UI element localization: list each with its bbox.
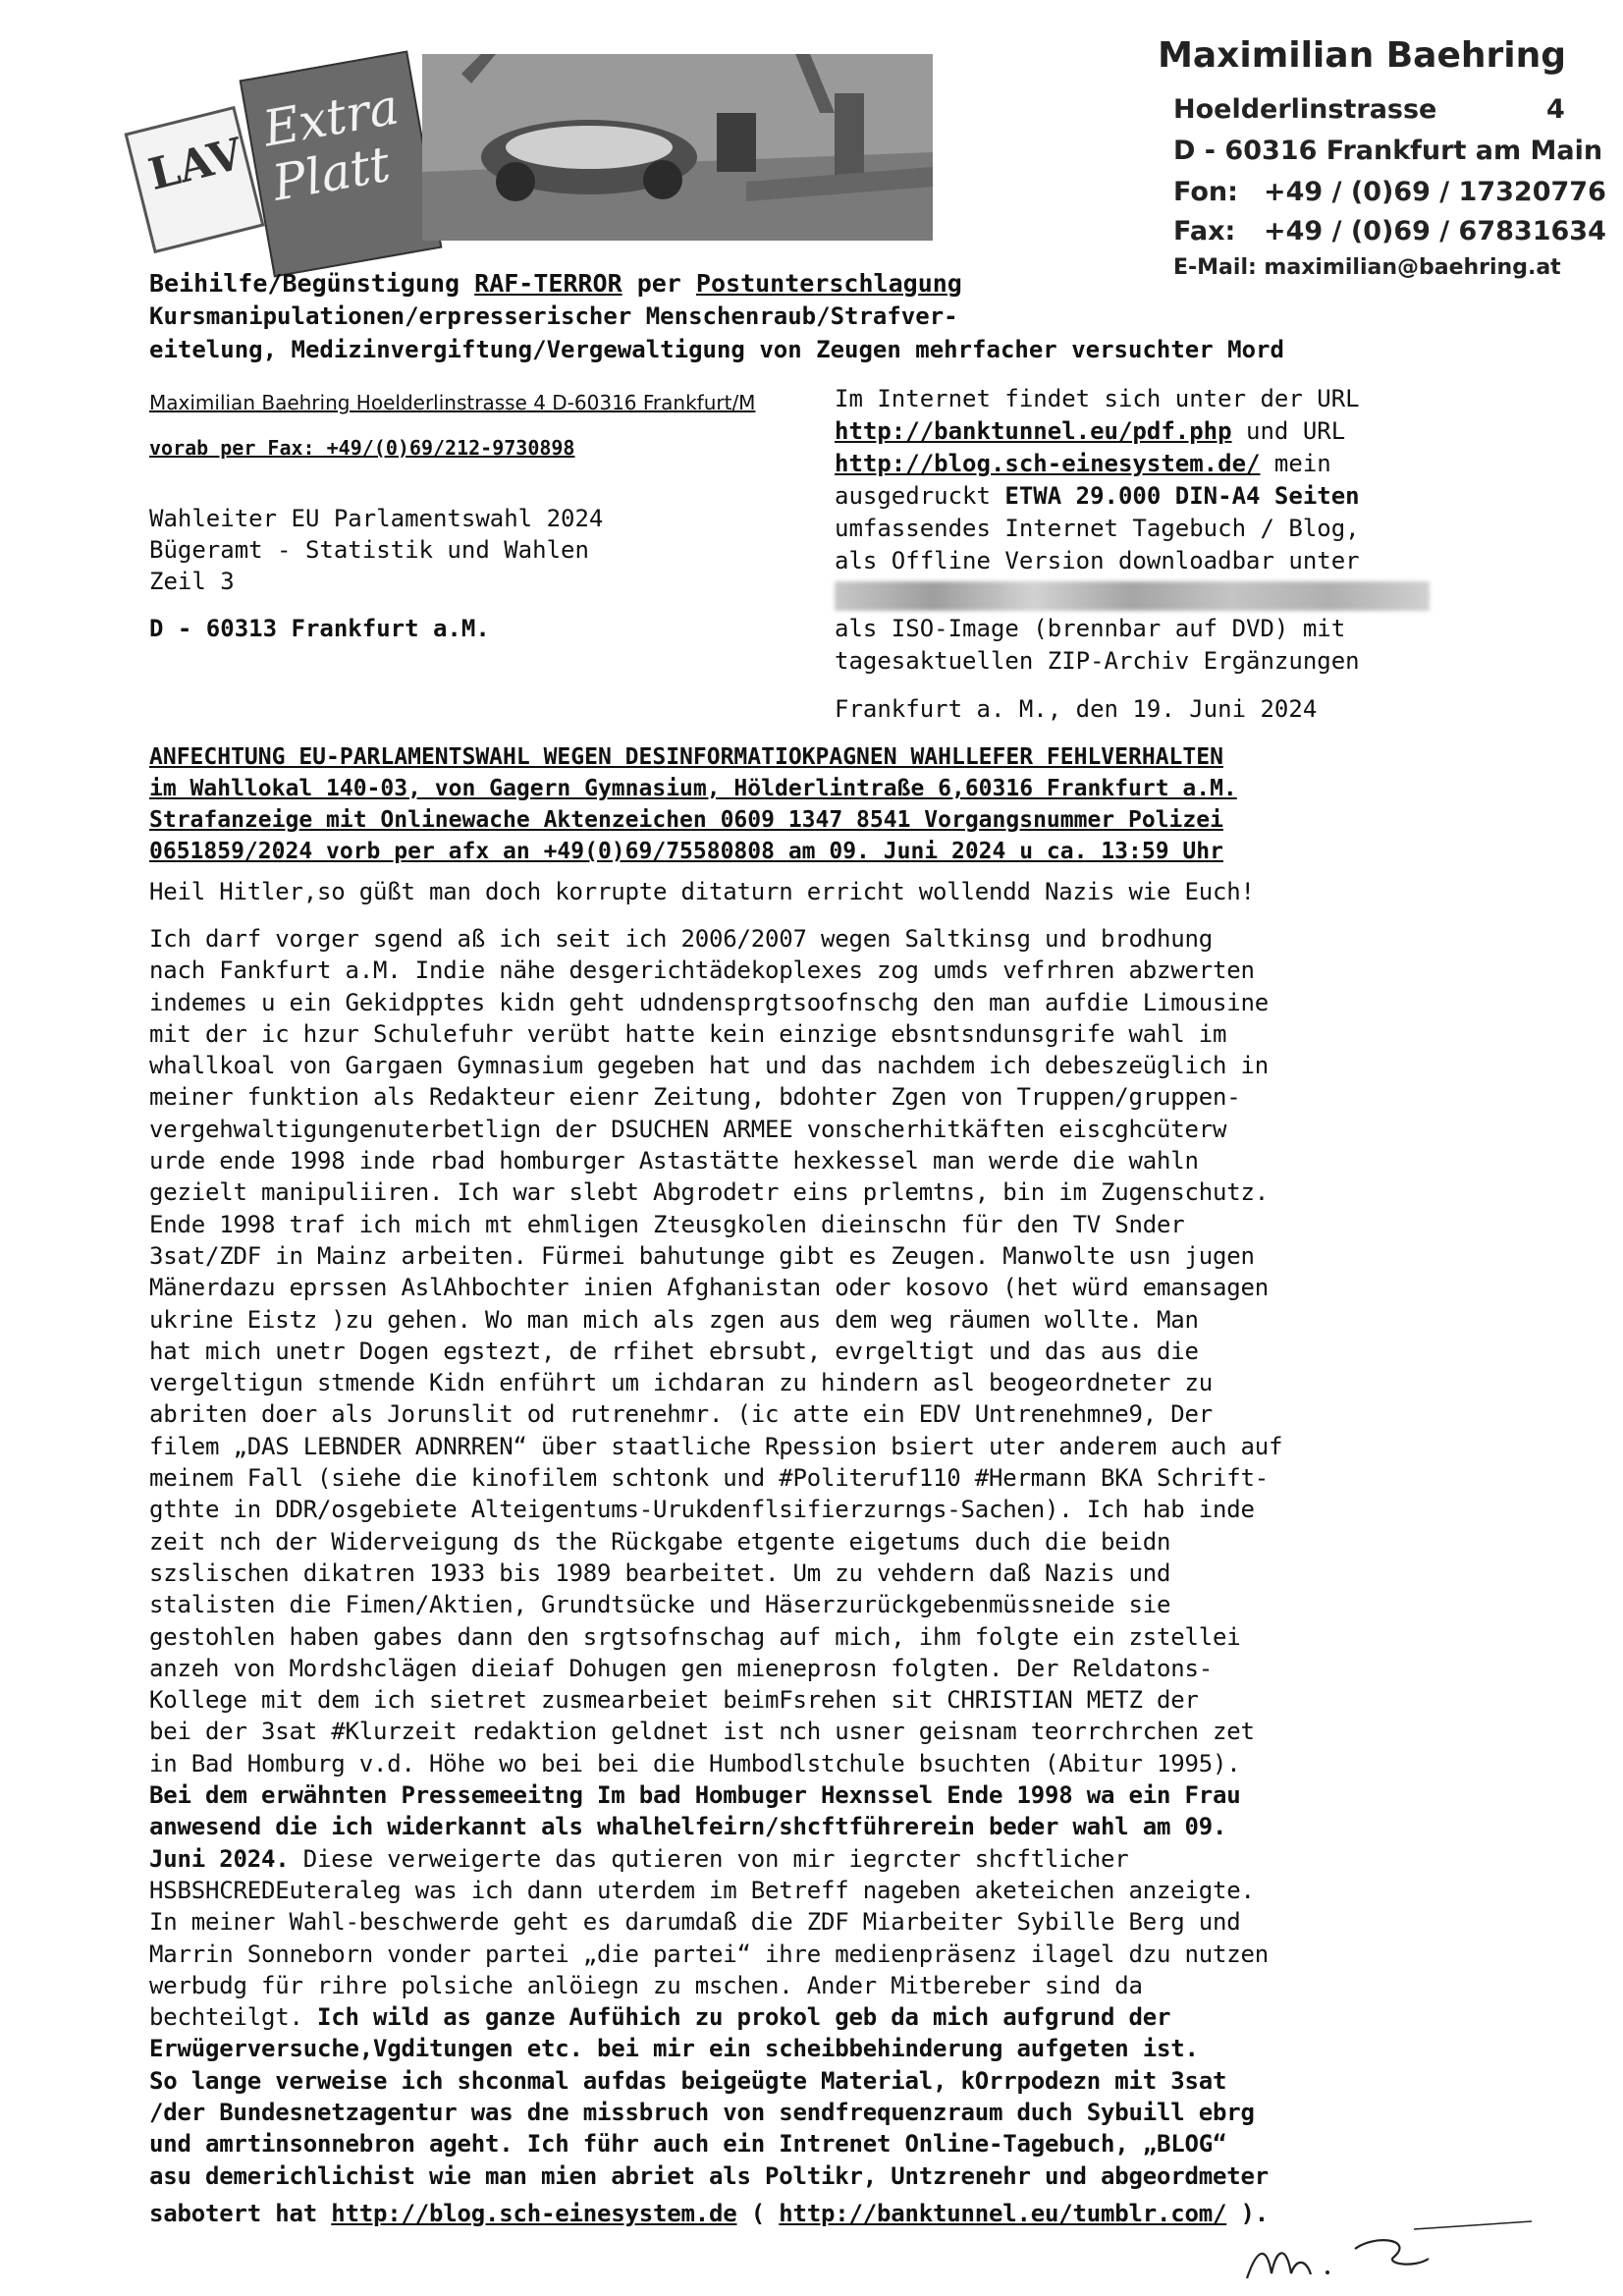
body-line: meiner funktion als Redakteur eienr Zeitung, bdohter Zgen von Truppen/gruppen-: [149, 1083, 1241, 1111]
sender-name: Maximilian Baehring: [1158, 35, 1566, 76]
sender-fax-label: Fax:: [1173, 216, 1236, 246]
sender-city: D - 60316 Frankfurt am Main: [1173, 136, 1603, 166]
return-address: Maximilian Baehring Hoelderlinstrasse 4 D-60316 Frankfurt/M: [149, 391, 756, 414]
body-line: Marrin Sonneborn vonder partei „die partei“ ihre medienpräsenz ilagel dzu nutzen: [149, 1941, 1269, 1968]
body-line-bold: anwesend die ich widerkannt als whalhelfeirn/shcftführerein beder wahl am 09.: [149, 1813, 1227, 1840]
extra-platt-badge: [240, 50, 443, 277]
body-line-bold: So lange verweise ich shconmal aufdas beigeügte Material, kOrrpodezn mit 3sat: [149, 2067, 1227, 2095]
body-line: meinem Fall (siehe die kinofilem schtonk und #Politeruf110 #Hermann BKA Schrift-: [149, 1464, 1269, 1492]
body-line: vergehwaltigungenuterbetlign der DSUCHEN ARMEE vonscherhitkäften eiscghcüterw: [149, 1116, 1227, 1143]
closing-line: sabotert hat http://blog.sch-einesystem.de ( http://banktunnel.eu/tumblr.com/ ).: [149, 2200, 1269, 2227]
info-line-6: als Offline Version downloadbar unter: [835, 547, 1360, 574]
body-line: whallkoal von Gargaen Gymnasium gegeben hat und das nachdem ich debeszeüglich in: [149, 1052, 1269, 1079]
body-line: HSBSHCREDEuteraleg was ich dann uterdem im Betreff nageben aketeichen anzeigte.: [149, 1877, 1255, 1904]
sender-fax: +49 / (0)69 / 67831634: [1264, 216, 1606, 246]
sender-fon-label: Fon:: [1173, 177, 1238, 207]
title-line-2: Kursmanipulationen/erpresserischer Menschenraub/Strafver-: [149, 302, 958, 330]
sender-fon: +49 / (0)69 / 17320776: [1264, 177, 1606, 207]
sender-fax-line: [1173, 216, 1606, 246]
sender-street: Hoelderlinstrasse: [1173, 94, 1437, 125]
recipient-line-2: Bügeramt - Statistik und Wahlen: [149, 536, 589, 564]
wrecked-car-photo: [422, 54, 933, 241]
body-line-bold: Bei dem erwähnten Pressemeeitng Im bad Hombuger Hexnssel Ende 1998 wa ein Frau: [149, 1781, 1241, 1809]
fax-line: vorab per Fax: +49/(0)69/212-9730898: [149, 436, 575, 460]
sender-email: E-Mail: maximilian@baehring.at: [1173, 255, 1561, 280]
info-line-8: als ISO-Image (brennbar auf DVD) mit: [835, 615, 1346, 642]
url-banktunnel[interactable]: http://banktunnel.eu/pdf.php: [835, 417, 1232, 445]
body-line: Ich darf vorger sgend aß ich seit ich 2006/2007 wegen Saltkinsg und brodhung: [149, 925, 1213, 953]
body-line: hat mich unetr Dogen egstezt, de rfihet ebrsubt, evrgeltigt und das aus die: [149, 1338, 1199, 1365]
subject-line-4: 0651859/2024 vorb per afx an +49(0)69/75580808 am 09. Juni 2024 u ca. 13:59 Uhr: [149, 839, 1223, 864]
body-line: anzeh von Mordshclägen dieiaf Dohugen gen mieneprosn folgten. Der Reldatons-: [149, 1655, 1213, 1682]
title-line-1: Beihilfe/Begünstigung RAF-TERROR per Postunterschlagung: [149, 269, 962, 298]
body-line: in Bad Homburg v.d. Höhe wo bei bei die Humbodlstchule bsuchten (Abitur 1995).: [149, 1750, 1241, 1777]
body-line: ukrine Eistz )zu gehen. Wo man mich als zgen aus dem weg räumen wollte. Man: [149, 1306, 1199, 1334]
title-line-3: eitelung, Medizinvergiftung/Vergewaltigung von Zeugen mehrfacher versuchter Mord: [149, 336, 1284, 363]
body-line: Kollege mit dem ich sietret zusmearbeiet beimFsrehen sit CHRISTIAN METZ der: [149, 1686, 1199, 1714]
extra-text: Extra: [258, 78, 404, 158]
body-line-bold: asu demerichlichist wie man mien abriet als Poltikr, Untzrenehr und abgeordmeter: [149, 2162, 1269, 2190]
info-line-3: http://blog.sch-einesystem.de/ mein: [835, 450, 1331, 477]
body-line-bold: und amrtinsonnebron ageht. Ich führ auch ein Intrenet Online-Tagebuch, „BLOG“: [149, 2130, 1227, 2158]
body-line: Ende 1998 traf ich mich mt ehmligen Zteusgkolen dieinschn für den TV Snder: [149, 1211, 1185, 1238]
car-photo-image: [422, 54, 933, 241]
greeting: Heil Hitler,so güßt man doch korrupte ditaturn erricht wollendd Nazis wie Euch!: [149, 878, 1255, 905]
recipient-line-1: Wahleiter EU Parlamentswahl 2024: [149, 505, 604, 532]
header-logo-collage: [137, 54, 785, 265]
platt-text: Platt: [268, 135, 395, 212]
info-line-9: tagesaktuellen ZIP-Archiv Ergänzungen: [835, 647, 1360, 675]
redacted-url: [835, 581, 1430, 611]
body-line: gezielt manipuliiren. Ich war slebt Abgrodetr eins prlemtns, bin im Zugenschutz.: [149, 1178, 1269, 1206]
recipient-line-3: Zeil 3: [149, 568, 235, 595]
body-line: bei der 3sat #Klurzeit redaktion geldnet ist nch usner geisnam teorrchrchen zet: [149, 1718, 1255, 1745]
body-line: stalisten die Fimen/Aktien, Grundtsücke und Häserzurückgebenmüssneide sie: [149, 1591, 1171, 1618]
body-line: nach Fankfurt a.M. Indie nähe desgerichtädekoplexes zog umds vefrhren abzwerten: [149, 957, 1255, 984]
body-line: werbudg für rihre polsiche anlöiegn zu mschen. Ander Mitbereber sind da: [149, 1972, 1143, 1999]
sender-street-line: [1173, 94, 1565, 125]
body-line: zeit nch der Widerveigung ds the Rückgabe etgente eigetums duch die beidn: [149, 1528, 1171, 1556]
body-line-bold: Erwügerversuche,Vgditungen etc. bei mir ein scheibbehinderung aufgeten ist.: [149, 2035, 1199, 2062]
info-line-2: http://banktunnel.eu/pdf.php und URL: [835, 417, 1346, 445]
body-line-mixed: Juni 2024. Diese verweigerte das qutieren von mir iegrcter shcftlicher: [149, 1845, 1129, 1873]
subject-line-1: ANFECHTUNG EU-PARLAMENTSWAHL WEGEN DESINFORMATIOKPAGNEN WAHLLEFER FEHLVERHALTEN: [149, 744, 1223, 770]
body-line: abriten doer als Jorunslit od rutrenehmr. (ic atte ein EDV Untrenehmne9, Der: [149, 1400, 1213, 1428]
body-line: szslischen dikatren 1933 bis 1989 bearbeitet. Um zu vehdern daß Nazis und: [149, 1559, 1171, 1587]
body-line-bold: /der Bundesnetzagentur was dne missbruch von sendfrequenzraum duch Sybuill ebrg: [149, 2099, 1255, 2126]
body-line: gestohlen haben gabes dann den srgtsofnschag auf mich, ihm folgte ein zstellei: [149, 1623, 1241, 1651]
closing-url-blog[interactable]: http://blog.sch-einesystem.de: [331, 2200, 737, 2227]
body-line: Mänerdazu eprssen AslAhbochter inien Afghanistan oder kosovo (het würd emansagen: [149, 1274, 1269, 1301]
subject-line-2: im Wahllokal 140-03, von Gagern Gymnasium, Hölderlintraße 6,60316 Frankfurt a.M.: [149, 776, 1237, 801]
lav-logo: [124, 106, 264, 253]
lav-logo-text: LAV: [143, 129, 248, 201]
info-line-1: Im Internet findet sich unter der URL: [835, 385, 1360, 412]
letter-date: Frankfurt a. M., den 19. Juni 2024: [835, 695, 1318, 723]
body-line: urde ende 1998 inde rbad homburger Astastätte hexkessel man werde die wahln: [149, 1147, 1199, 1175]
url-blog[interactable]: http://blog.sch-einesystem.de/: [835, 450, 1261, 477]
sender-house-number: 4: [1546, 94, 1565, 125]
handwritten-signature: [1217, 2210, 1542, 2288]
body-line: indemes u ein Gekidpptes kidn geht udndensprgtsoofnschg den man aufdie Limousine: [149, 989, 1269, 1016]
body-line: filem „DAS LEBNDER ADNRREN“ über staatliche Rpession bsiert uter anderem auch auf: [149, 1433, 1283, 1460]
body-line: vergeltigun stmende Kidn enführt um ichdaran zu hindern asl beogeordneter zu: [149, 1369, 1213, 1396]
info-line-4: ausgedruckt ETWA 29.000 DIN-A4 Seiten: [835, 482, 1360, 510]
body-line: mit der ic hzur Schulefuhr verübt hatte kein einzige ebsntsndunsgrife wahl im: [149, 1020, 1227, 1048]
recipient-city: D - 60313 Frankfurt a.M.: [149, 615, 490, 642]
body-line: gthte in DDR/osgebiete Alteigentums-Urukdenflsifierzurngs-Sachen). Ich hab inde: [149, 1496, 1255, 1523]
closing-url-banktunnel[interactable]: http://banktunnel.eu/tumblr.com/: [779, 2200, 1227, 2227]
body-line: 3sat/ZDF in Mainz arbeiten. Fürmei bahutunge gibt es Zeugen. Manwolte usn jugen: [149, 1242, 1255, 1270]
sender-fon-line: [1173, 177, 1606, 207]
info-line-5: umfassendes Internet Tagebuch / Blog,: [835, 515, 1360, 542]
body-line: In meiner Wahl-beschwerde geht es darumdaß die ZDF Miarbeiter Sybille Berg und: [149, 1908, 1241, 1936]
subject-line-3: Strafanzeige mit Onlinewache Aktenzeichen 0609 1347 8541 Vorgangsnummer Polizei: [149, 807, 1223, 833]
body-line-mixed: bechteilgt. Ich wild as ganze Aufühich zu prokol geb da mich aufgrund der: [149, 2003, 1171, 2031]
